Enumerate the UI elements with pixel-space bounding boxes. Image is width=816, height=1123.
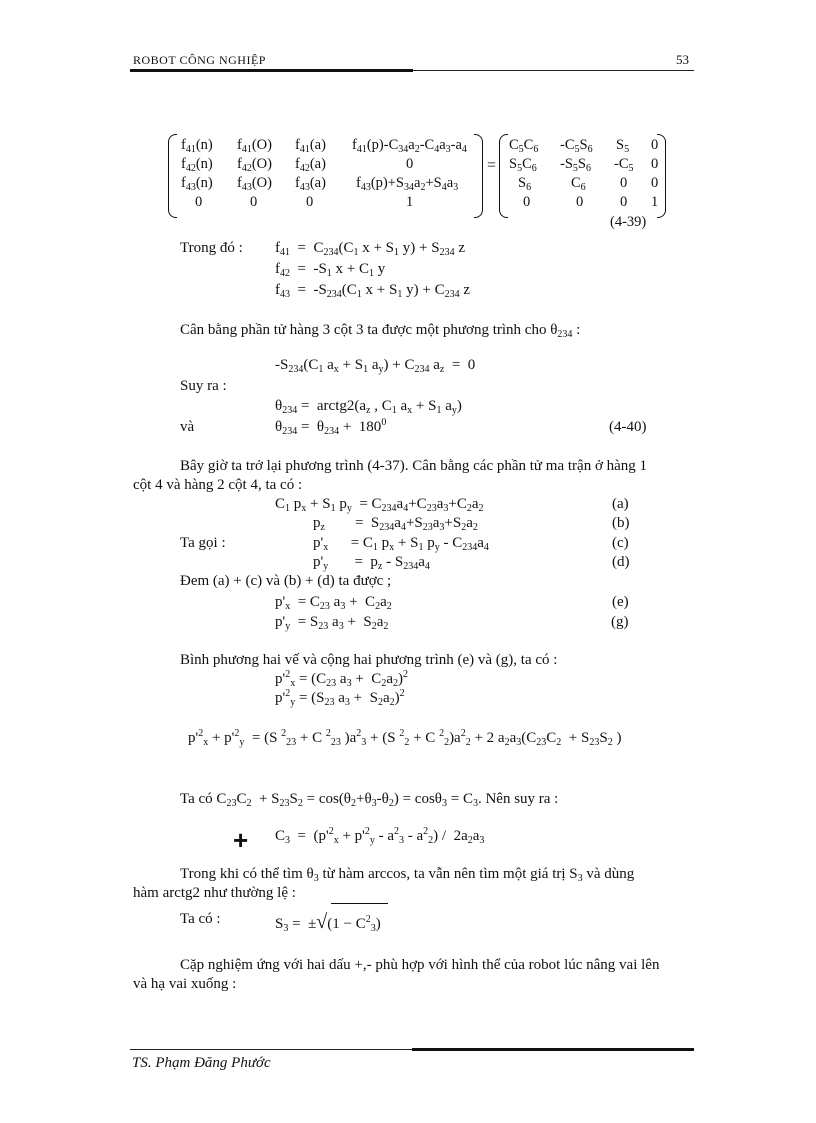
matrix-cell: 0 <box>576 194 584 210</box>
equals-sign: = <box>487 157 497 174</box>
matrix-cell: 0 <box>406 156 414 172</box>
matrix-cell: $f_{41}(a)$ <box>295 137 326 155</box>
paragraph: Ta có $C_{23}C_2 + S_{23}S_2 = \cos(\theta_2+\theta_3-\theta_2) = \cos\theta_3 = C_3$. Nên suy ra : <box>180 791 559 809</box>
equation-label: (b) <box>612 515 630 531</box>
paragraph: Cân bằng phần tử hàng 3 cột 3 ta được một phương trình cho $\theta_{234}$ : <box>180 322 581 340</box>
page-number: 53 <box>676 52 689 67</box>
footer-rule-thick <box>412 1048 694 1051</box>
matrix-cell: $-C_5$ <box>614 156 634 174</box>
matrix-cell: $-C_5S_6$ <box>560 137 593 155</box>
sqrt-bar <box>331 903 388 905</box>
equation-label: (a) <box>612 496 629 512</box>
paragraph: Đem (a) + (c) và (b) + (d) ta được ; <box>180 573 392 589</box>
matrix-cell: $C_5C_6$ <box>509 137 539 155</box>
matrix-cell: $S_5C_6$ <box>509 156 537 174</box>
label-suy-ra: Suy ra : <box>180 378 227 394</box>
matrix-cell: 1 <box>651 194 659 210</box>
paragraph: và hạ vai xuống : <box>133 976 237 992</box>
equation: $-S_{234}(C_1$ $a_x + S_1$ $a_y) + C_{234}$ $a_z = 0$ <box>275 357 476 375</box>
equation-number: (4-39) <box>610 214 647 230</box>
matrix-cell: $f_{43}(a)$ <box>295 175 326 193</box>
equation-b: $p_z$ = $S_{234}a_4+S_{23}a_3+S_2a_2$ <box>313 515 478 533</box>
label-ta-goi: Ta gọi : <box>180 535 226 551</box>
label-ta-co: Ta có : <box>180 911 221 927</box>
paragraph: Trong khi có thể tìm $\theta_3$ từ hàm arccos, ta vẫn nên tìm một giá trị $S_3$ và dùng <box>180 866 635 884</box>
header-rule-thick <box>130 69 413 72</box>
equation-d: $p'_y$ = $p_z - S_{234}a_4$ <box>313 554 430 572</box>
matrix-cell: $S_6$ <box>518 175 532 193</box>
equation: $p'^2_y = (S_{23}$ $a_3 + S_2a_2)^2$ <box>275 688 405 708</box>
matrix-cell: 0 <box>306 194 314 210</box>
equation-f42: $f_{42} = -S_1$ $x + C_1$ y <box>275 261 386 279</box>
matrix-cell: 0 <box>195 194 203 210</box>
equation-label: (d) <box>612 554 630 570</box>
paragraph: Cặp nghiệm ứng với hai dấu +,- phù hợp với hình thể của robot lúc nâng vai lên <box>180 957 660 973</box>
paragraph: cột 4 và hàng 2 cột 4, ta có : <box>133 477 303 493</box>
equation-c: $p'_x$ = $C_1$ $p_x + S_1$ $p_y - C_{234}a_4$ <box>313 535 489 553</box>
plus-marker-icon: + <box>233 825 249 855</box>
matrix-cell: $f_{43}(n)$ <box>181 175 213 193</box>
matrix-cell: $f_{41}(n)$ <box>181 137 213 155</box>
equation: $p'^2_x = (C_{23}$ $a_3 + C_2a_2)^2$ <box>275 669 408 689</box>
equation-label: (c) <box>612 535 629 551</box>
matrix-cell: 1 <box>406 194 414 210</box>
equation-f41: $f_{41} = C_{234}(C_1$ $x + S_1$ $y) + S_{234}$ z <box>275 240 465 258</box>
label-trong-do: Trong đó : <box>180 240 243 256</box>
matrix-cell: $f_{42}(O)$ <box>237 156 272 174</box>
matrix-cell: $f_{43}(O)$ <box>237 175 272 193</box>
equation-e: $p'_x = C_{23}$ $a_3 + C_2a_2$ <box>275 594 392 612</box>
matrix-cell: 0 <box>651 156 659 172</box>
equation-g: $p'_y = S_{23}$ $a_3 + S_2a_2$ <box>275 614 389 632</box>
right-matrix-bracket-close <box>657 134 666 218</box>
equation-c3: $C_3 = (p'^2_x + p'^2_y - a^2_3 - a^2_2) / 2a_2a_3$ <box>275 826 485 846</box>
matrix-cell: 0 <box>523 194 531 210</box>
matrix-cell: $-S_5S_6$ <box>560 156 591 174</box>
matrix-cell: $f_{41}(O)$ <box>237 137 272 155</box>
matrix-cell: 0 <box>620 194 628 210</box>
matrix-cell: $C_6$ <box>571 175 586 193</box>
equation: $\theta_{234} = \theta_{234} + 180^0$ <box>275 417 387 437</box>
matrix-cell: 0 <box>651 137 659 153</box>
matrix-cell: 0 <box>250 194 258 210</box>
left-matrix-bracket-close <box>474 134 483 218</box>
matrix-cell: $f_{42}(a)$ <box>295 156 326 174</box>
matrix-cell: 0 <box>620 175 628 191</box>
right-matrix-bracket-open <box>499 134 508 218</box>
left-matrix-bracket-open <box>168 134 177 218</box>
paragraph: hàm arctg2 như thường lệ : <box>133 885 296 901</box>
equation-f43: $f_{43} = -S_{234}(C_1$ $x + S_1$ $y) + C_{234}$ z <box>275 282 470 300</box>
matrix-cell: $f_{42}(n)$ <box>181 156 213 174</box>
equation-number: (4-40) <box>609 419 647 435</box>
paragraph: Bây giờ ta trở lại phương trình (4-37). Cân bằng các phần tử ma trận ở hàng 1 <box>180 458 648 474</box>
equation-label: (e) <box>612 594 629 610</box>
matrix-cell: $f_{41}(p)-C_{34}a_2-C_4a_3-a_4$ <box>352 137 467 155</box>
equation: $\theta_{234}$ = $arctg2(a_z$ , $C_1$ $a_x + S_1$ $a_y$) <box>275 398 462 416</box>
equation-label: (g) <box>611 614 629 630</box>
equation-sum: $p'^2_x + p'^2_y = (S$ $^2_{23}$ + C $^2_{23}$ )$a^2_3 + (S$ $^2_2$ + C $^2_2)a^2_2 + 2$ $a_2a_3(C_{23}C_2 + S_{23}S_2$ ) <box>188 728 622 748</box>
matrix-cell: 0 <box>651 175 659 191</box>
running-header-title: ROBOT CÔNG NGHIỆP <box>133 53 266 67</box>
footer-author: TS. Phạm Đăng Phước <box>132 1055 271 1071</box>
equation-a: $C_1$ $p_x + S_1$ $p_y = C_{234}a_4+C_{23}a_3+C_2a_2$ <box>275 496 484 514</box>
matrix-cell: $S_5$ <box>616 137 630 155</box>
label-va: và <box>180 419 195 435</box>
equation-s3: $S_3 = \pm√(1 - C^2_3)$ <box>275 911 381 934</box>
matrix-cell: $f_{43}(p)+S_{34}a_2+S_4a_3$ <box>356 175 459 193</box>
paragraph: Bình phương hai vế và cộng hai phương trình (e) và (g), ta có : <box>180 652 558 668</box>
